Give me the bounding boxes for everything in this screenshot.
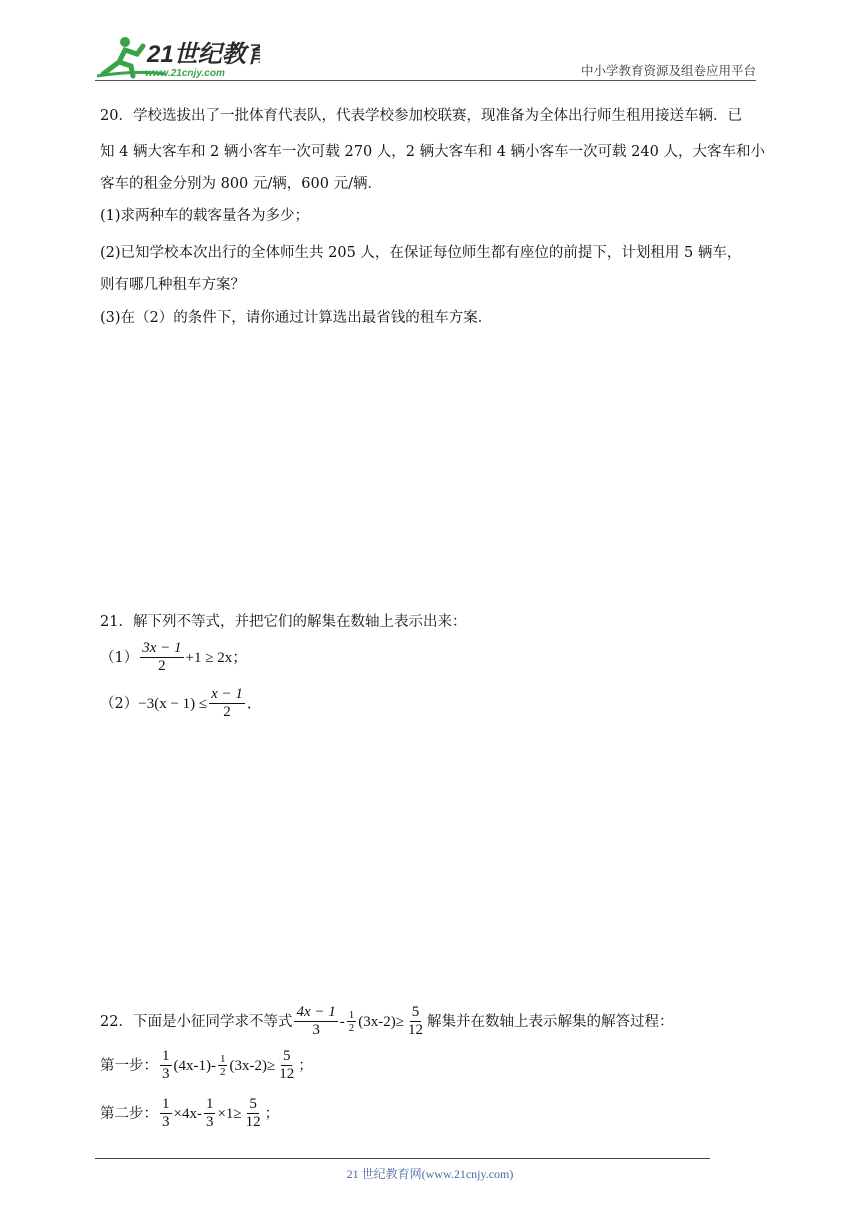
q22-stem-minus: - <box>339 1013 345 1030</box>
q22-stem-f3-den: 12 <box>407 1022 423 1038</box>
q22-step1-f2-num: 1 <box>219 1053 226 1065</box>
q22-step1-label: 第一步： <box>100 1057 158 1074</box>
q22-stem-f3-num: 5 <box>411 1004 420 1020</box>
q22-step1-f2-den: 2 <box>219 1066 226 1078</box>
q22-step2-f2-num: 1 <box>205 1096 214 1112</box>
header-divider <box>95 80 756 81</box>
q21-stem: 21．解下列不等式，并把它们的解集在数轴上表示出来： <box>100 614 467 630</box>
site-logo <box>95 34 260 80</box>
q21-p2-end: ． <box>246 695 262 712</box>
q22-step2-f1-num: 1 <box>162 1096 170 1112</box>
q20-line3: 客车的租金分别为 800 元/辆，600 元/辆． <box>100 176 382 192</box>
q22-step2-f1-den: 3 <box>162 1114 170 1130</box>
q21-p2-numerator: x − 1 <box>211 686 243 702</box>
q22-step2-f3-den: 12 <box>245 1114 261 1130</box>
q22-step2-fraction-2 <box>204 1096 216 1131</box>
q22-step2-label: 第二步： <box>100 1105 158 1122</box>
logo-text: 21世纪教育 <box>147 41 260 68</box>
q22-stem-fraction-2 <box>347 1009 357 1034</box>
q21-p2-left: −3(x − 1) ≤ <box>138 695 208 712</box>
q22-stem-f1-den: 3 <box>312 1022 320 1038</box>
q21-p2-label: （2） <box>100 695 139 712</box>
q22-step2-end: ； <box>264 1105 280 1122</box>
q22-stem-start: 22．下面是小征同学求不等式 <box>100 1013 293 1030</box>
q22-stem-f2-den: 2 <box>348 1022 355 1034</box>
q20-sub2a: (2)已知学校本次出行的全体师生共 205 人，在保证每位师生都有座位的前提下，计划租用 5 辆车， <box>100 245 742 261</box>
footer-link[interactable]: 21 世纪教育网(www.21cnjy.com) <box>346 1167 514 1181</box>
q22-step2-mid2: ×1≥ <box>217 1105 242 1122</box>
q22-step2-fraction-3 <box>244 1096 263 1131</box>
q22-stem-f2-num: 1 <box>348 1009 355 1021</box>
q22-step2 <box>100 1096 279 1131</box>
q22-step2-f2-den: 3 <box>205 1114 214 1130</box>
q21-p1-denominator: 2 <box>158 658 166 674</box>
runner-logo-icon <box>95 34 260 80</box>
q20-sub1: (1)求两种车的载客量各为多少； <box>100 208 310 224</box>
q22-stem-fraction-1 <box>294 1004 337 1039</box>
q20-sub3: (3)在（2）的条件下，请你通过计算选出最省钱的租车方案． <box>100 310 493 326</box>
q22-step1-f1-num: 1 <box>162 1048 170 1064</box>
q22-step1-f3-den: 12 <box>279 1066 295 1082</box>
q21-p1-fraction <box>140 640 183 675</box>
q20-line1: 20．学校选拔出了一批体育代表队，代表学校参加校联赛，现准备为全体出行师生租用接送车辆．已 <box>100 108 742 124</box>
q22-step2-fraction-1 <box>160 1096 172 1131</box>
q21-p1-numerator: 3x − 1 <box>142 640 182 656</box>
q22-step1-f1-den: 3 <box>162 1066 170 1082</box>
q21-part2 <box>100 686 262 721</box>
q20-sub2b: 则有哪几种租车方案？ <box>100 277 245 293</box>
q22-step1-f3-num: 5 <box>282 1048 291 1064</box>
q22-step1 <box>100 1048 313 1083</box>
q22-step1-mid1: (4x-1)- <box>173 1057 216 1074</box>
q22-step1-fraction-2 <box>218 1053 228 1078</box>
q22-stem-end: 解集并在数轴上表示解集的解答过程： <box>426 1013 674 1030</box>
q22-step1-mid2: (3x-2)≥ <box>229 1057 276 1074</box>
header-platform-name: 中小学教育资源及组卷应用平台 <box>580 63 756 78</box>
q22-step2-mid1: ×4x- <box>173 1105 202 1122</box>
q22-stem-mid: (3x-2)≥ <box>358 1013 404 1030</box>
q20-line2: 知 4 辆大客车和 2 辆小客车一次可载 270 人，2 辆大客车和 4 辆小客车一次可载 240 人，大客车和小 <box>100 144 765 160</box>
logo-url: www.21cnjy.com <box>145 68 225 79</box>
q22-step2-f3-num: 5 <box>249 1096 257 1112</box>
q21-part1 <box>100 640 247 675</box>
q22-stem-f1-num: 4x − 1 <box>296 1004 336 1020</box>
q22-step1-fraction-1 <box>160 1048 172 1083</box>
q22-stem-fraction-3 <box>406 1004 425 1039</box>
q22-stem <box>100 1004 673 1039</box>
q22-step1-end: ； <box>298 1057 313 1074</box>
q21-p2-fraction <box>209 686 245 721</box>
q21-p1-rest: +1 ≥ 2x； <box>185 649 248 666</box>
q21-p1-label: （1） <box>100 649 139 666</box>
q22-step1-fraction-3 <box>277 1048 296 1083</box>
q21-p2-denominator: 2 <box>223 704 231 720</box>
footer-divider <box>95 1158 710 1159</box>
